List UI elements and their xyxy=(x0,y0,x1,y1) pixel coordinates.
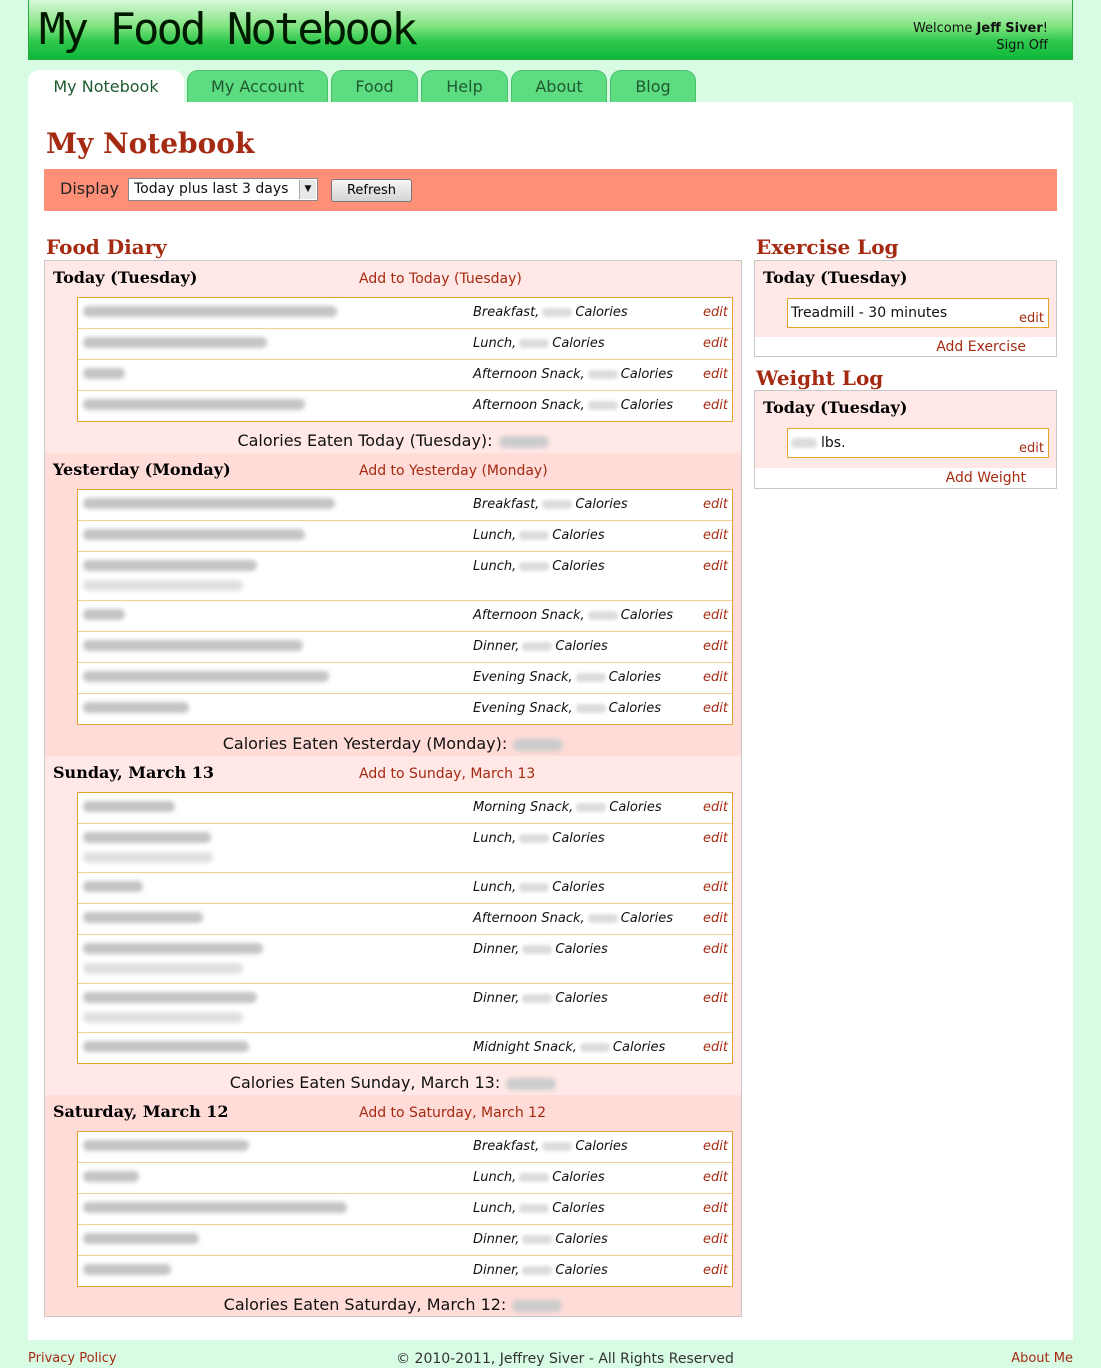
day-title: Saturday, March 12 xyxy=(53,1102,229,1121)
edit-link[interactable]: edit xyxy=(703,639,728,654)
diary-day-sunday xyxy=(45,756,741,1095)
add-food-link[interactable]: Add to Saturday, March 12 xyxy=(359,1105,546,1121)
welcome-prefix: Welcome xyxy=(912,21,977,36)
food-name-redacted xyxy=(83,1171,139,1182)
day-total: Calories Eaten Sunday, March 13: xyxy=(45,1073,741,1092)
edit-link[interactable]: edit xyxy=(703,880,728,895)
entry-list xyxy=(77,1131,733,1287)
food-name-redacted xyxy=(83,1041,249,1052)
list-item xyxy=(78,601,732,632)
weight-day xyxy=(755,391,1056,468)
tab-help[interactable]: Help xyxy=(421,70,508,102)
exercise-log-title: Exercise Log xyxy=(756,235,899,259)
edit-link[interactable]: edit xyxy=(703,1040,728,1055)
meal-info: Lunch, Calories xyxy=(473,528,605,543)
meal-info: Dinner, Calories xyxy=(473,1232,608,1247)
list-item xyxy=(78,1256,732,1287)
list-item xyxy=(78,552,732,601)
day-title: Sunday, March 13 xyxy=(53,763,214,782)
food-name-redacted xyxy=(83,992,257,1003)
refresh-button[interactable]: Refresh xyxy=(331,179,412,202)
chevron-down-icon[interactable]: ▼ xyxy=(299,180,316,199)
edit-link[interactable]: edit xyxy=(703,800,728,815)
list-item xyxy=(78,824,732,873)
main-content xyxy=(28,102,1073,1340)
edit-link[interactable]: edit xyxy=(703,1139,728,1154)
meal-info: Evening Snack, Calories xyxy=(473,701,661,716)
display-bar xyxy=(44,169,1057,211)
entry-list xyxy=(77,792,733,1064)
display-select[interactable] xyxy=(128,178,318,201)
add-exercise-link[interactable]: Add Exercise xyxy=(936,339,1026,355)
edit-link[interactable]: edit xyxy=(703,670,728,685)
tab-blog[interactable]: Blog xyxy=(610,70,696,102)
food-name-redacted xyxy=(83,1202,347,1213)
edit-link[interactable]: edit xyxy=(703,528,728,543)
meal-info: Afternoon Snack, Calories xyxy=(473,608,674,623)
day-total: Calories Eaten Today (Tuesday): xyxy=(45,431,741,450)
list-item xyxy=(78,391,732,422)
list-item xyxy=(78,490,732,521)
list-item xyxy=(78,360,732,391)
list-item xyxy=(78,329,732,360)
edit-link[interactable]: edit xyxy=(703,336,728,351)
food-name-redacted xyxy=(83,881,143,892)
tab-my-notebook[interactable]: My Notebook xyxy=(28,70,184,102)
add-food-link[interactable]: Add to Yesterday (Monday) xyxy=(359,463,548,479)
diary-day-yesterday xyxy=(45,453,741,756)
food-source-redacted xyxy=(83,963,243,974)
food-name-redacted xyxy=(83,832,211,843)
food-source-redacted xyxy=(83,1012,243,1023)
display-select-value: Today plus last 3 days xyxy=(134,181,289,197)
meal-info: Lunch, Calories xyxy=(473,831,605,846)
welcome-suffix: ! xyxy=(1042,21,1048,36)
food-name-redacted xyxy=(83,702,189,713)
food-diary-title: Food Diary xyxy=(46,235,167,259)
food-name-redacted xyxy=(83,368,125,379)
tab-food[interactable]: Food xyxy=(331,70,418,102)
edit-link[interactable]: edit xyxy=(703,398,728,413)
display-label: Display xyxy=(60,179,119,198)
list-item xyxy=(78,1163,732,1194)
day-title: Today (Tuesday) xyxy=(53,268,198,287)
meal-info: Evening Snack, Calories xyxy=(473,670,661,685)
food-name-redacted xyxy=(83,1264,171,1275)
meal-info: Afternoon Snack, Calories xyxy=(473,367,674,382)
meal-info: Midnight Snack, Calories xyxy=(473,1040,666,1055)
edit-link[interactable]: edit xyxy=(1019,441,1044,456)
meal-info: Lunch, Calories xyxy=(473,336,605,351)
list-item xyxy=(78,1132,732,1163)
list-item xyxy=(78,521,732,552)
meal-info: Dinner, Calories xyxy=(473,639,608,654)
edit-link[interactable]: edit xyxy=(703,831,728,846)
meal-info: Afternoon Snack, Calories xyxy=(473,398,674,413)
meal-info: Dinner, Calories xyxy=(473,991,608,1006)
edit-link[interactable]: edit xyxy=(703,942,728,957)
tab-my-account[interactable]: My Account xyxy=(187,70,328,102)
meal-info: Lunch, Calories xyxy=(473,559,605,574)
edit-link[interactable]: edit xyxy=(703,1170,728,1185)
food-name-redacted xyxy=(83,609,125,620)
list-item xyxy=(78,1225,732,1256)
add-weight-link[interactable]: Add Weight xyxy=(945,470,1026,486)
site-title: My Food Notebook xyxy=(39,4,415,55)
entry-list xyxy=(77,489,733,725)
weight-value-redacted xyxy=(791,438,817,448)
list-item xyxy=(78,1033,732,1064)
food-name-redacted xyxy=(83,943,263,954)
privacy-policy-link[interactable]: Privacy Policy xyxy=(28,1351,117,1366)
food-source-redacted xyxy=(83,580,243,591)
edit-link[interactable]: edit xyxy=(703,701,728,716)
list-item xyxy=(78,793,732,824)
diary-day-saturday xyxy=(45,1095,741,1316)
list-item xyxy=(78,873,732,904)
food-name-redacted xyxy=(83,640,303,651)
edit-link[interactable]: edit xyxy=(703,991,728,1006)
site-header xyxy=(28,0,1073,60)
meal-info: Lunch, Calories xyxy=(473,1201,605,1216)
about-me-link[interactable]: About Me xyxy=(1011,1351,1073,1366)
entry-list xyxy=(77,297,733,422)
day-title: Today (Tuesday) xyxy=(763,268,908,287)
weight-log xyxy=(754,390,1057,489)
sign-off-link[interactable]: Sign Off xyxy=(996,38,1048,53)
meal-info: Lunch, Calories xyxy=(473,880,605,895)
weight-log-title: Weight Log xyxy=(756,366,884,390)
exercise-name: Treadmill - 30 minutes xyxy=(791,305,948,321)
exercise-day xyxy=(755,261,1056,337)
list-item xyxy=(78,298,732,329)
edit-link[interactable]: edit xyxy=(703,305,728,320)
meal-info: Breakfast, Calories xyxy=(473,1139,628,1154)
day-total: Calories Eaten Saturday, March 12: xyxy=(45,1295,741,1314)
add-food-link[interactable]: Add to Sunday, March 13 xyxy=(359,766,536,782)
day-title: Today (Tuesday) xyxy=(763,398,908,417)
meal-info: Breakfast, Calories xyxy=(473,497,628,512)
meal-info: Dinner, Calories xyxy=(473,1263,608,1278)
food-name-redacted xyxy=(83,801,175,812)
edit-link[interactable]: edit xyxy=(703,559,728,574)
exercise-log xyxy=(754,260,1057,357)
day-total: Calories Eaten Yesterday (Monday): xyxy=(45,734,741,753)
page-title: My Notebook xyxy=(46,127,255,160)
list-item xyxy=(78,1194,732,1225)
weight-entry xyxy=(787,428,1049,458)
food-name-redacted xyxy=(83,1233,199,1244)
add-food-link[interactable]: Add to Today (Tuesday) xyxy=(359,271,522,287)
welcome-area xyxy=(913,20,1048,54)
list-item xyxy=(78,663,732,694)
tab-about[interactable]: About xyxy=(511,70,607,102)
food-name-redacted xyxy=(83,912,203,923)
meal-info: Dinner, Calories xyxy=(473,942,608,957)
meal-info: Breakfast, Calories xyxy=(473,305,628,320)
day-title: Yesterday (Monday) xyxy=(53,460,231,479)
food-name-redacted xyxy=(83,337,267,348)
meal-info: Lunch, Calories xyxy=(473,1170,605,1185)
edit-link[interactable]: edit xyxy=(703,1201,728,1216)
food-diary xyxy=(44,260,742,1317)
meal-info: Morning Snack, Calories xyxy=(473,800,662,815)
edit-link[interactable]: edit xyxy=(703,608,728,623)
edit-link[interactable]: edit xyxy=(1019,311,1044,326)
food-name-redacted xyxy=(83,1140,249,1151)
food-name-redacted xyxy=(83,306,337,317)
food-name-redacted xyxy=(83,560,257,571)
exercise-entry xyxy=(787,298,1049,328)
list-item xyxy=(78,632,732,663)
food-source-redacted xyxy=(83,852,213,863)
weight-unit: lbs. xyxy=(821,435,846,451)
meal-info: Afternoon Snack, Calories xyxy=(473,911,674,926)
user-name: Jeff Siver xyxy=(976,21,1043,36)
footer-copyright: © 2010-2011, Jeffrey Siver - All Rights Reserved xyxy=(396,1351,734,1367)
food-name-redacted xyxy=(83,498,335,509)
food-name-redacted xyxy=(83,671,329,682)
diary-day-today xyxy=(45,261,741,453)
edit-link[interactable]: edit xyxy=(703,911,728,926)
food-name-redacted xyxy=(83,529,305,540)
list-item xyxy=(78,904,732,935)
list-item xyxy=(78,984,732,1033)
list-item xyxy=(78,694,732,725)
edit-link[interactable]: edit xyxy=(703,1263,728,1278)
edit-link[interactable]: edit xyxy=(703,497,728,512)
food-name-redacted xyxy=(83,399,305,410)
edit-link[interactable]: edit xyxy=(703,1232,728,1247)
list-item xyxy=(78,935,732,984)
edit-link[interactable]: edit xyxy=(703,367,728,382)
